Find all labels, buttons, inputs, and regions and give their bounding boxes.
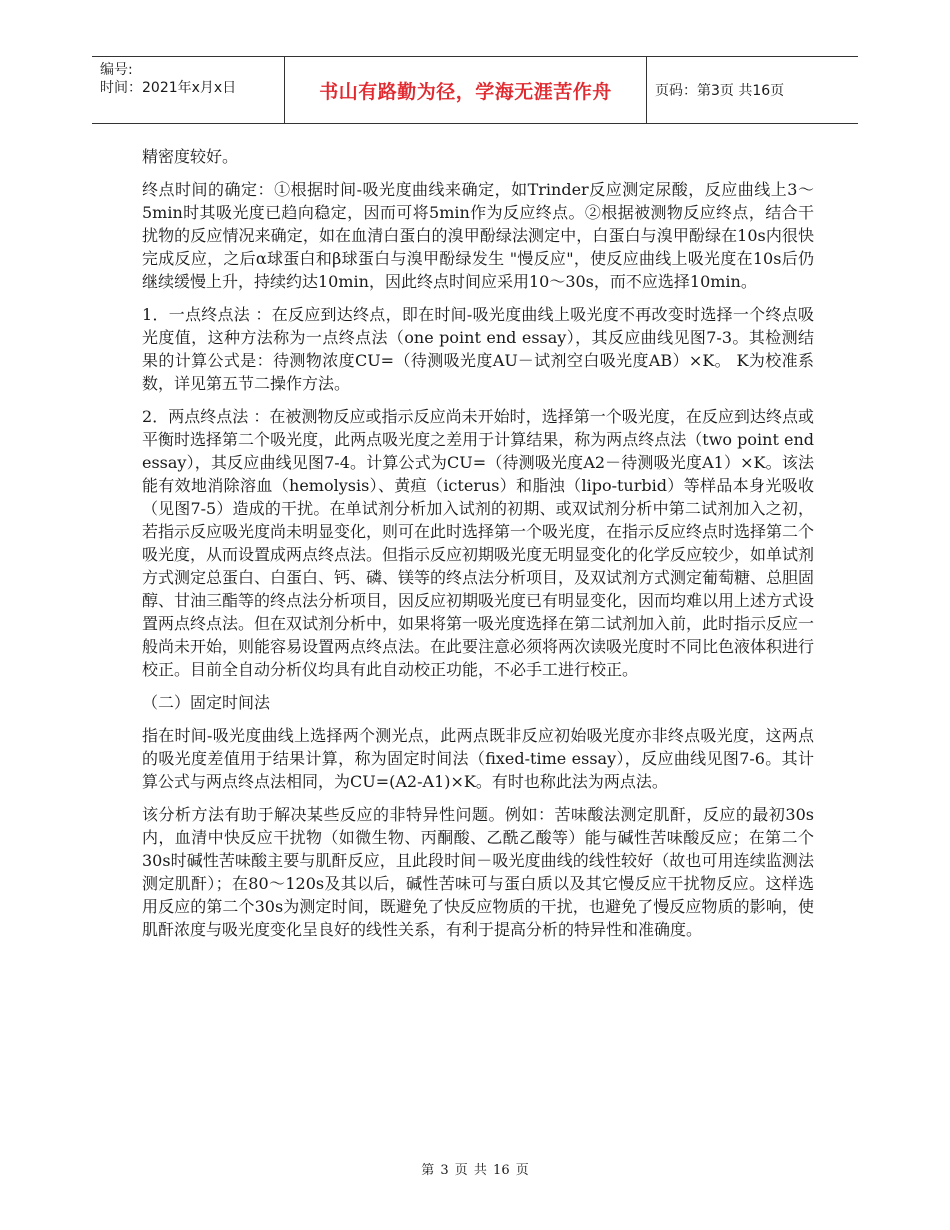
paragraph: 1．一点终点法 ：在反应到达终点，即在时间-吸光度曲线上吸光度不再改变时选择一个终点吸光度值，这种方法称为一点终点法（one point end essay），其反应曲线见图7-3。其检测结果的计算公式是：待测物浓度CU=（待测吸光度AU－试剂空白吸光度AB）×K。 K为校准系数，详见第五节二操作方法。 (142, 305, 814, 393)
section-heading: （二）固定时间法 (142, 693, 271, 712)
paragraph: 精密度较好。 (142, 147, 239, 166)
document-body (142, 145, 814, 951)
header-meta (92, 57, 285, 123)
paragraph: 终点时间的确定：①根据时间-吸光度曲线来确定，如Trinder反应测定尿酸，反应曲线上3～5min时其吸光度已趋向稳定，因而可将5min作为反应终点。②根据被测物反应终点，结合干扰物的反应情况来确定，如在血清白蛋白的溴甲酚绿法测定中，白蛋白与溴甲酚绿在10s内很快完成反应，之后α球蛋白和β球蛋白与溴甲酚绿发生 "慢反应"，使反应曲线上吸光度在10s后仍继续缓慢上升，持续约达10min，因此终点时间应采用10～30s，而不应选择10min。 (142, 180, 814, 291)
page-footer: 第 3 页 共 16 页 (421, 1163, 529, 1178)
document-time: 时间：2021年x月x日 (100, 80, 237, 96)
paragraph: 指在时间-吸光度曲线上选择两个测光点，此两点既非反应初始吸光度亦非终点吸光度，这两点的吸光度差值用于结果计算，称为固定时间法（fixed-time essay），反应曲线见图7-6。其计算公式与两点终点法相同，为CU=(A2-A1)×K。有时也称此法为两点法。 (142, 726, 814, 791)
header-page-info: 页码：第3页 共16页 (655, 83, 785, 99)
paragraph: 该分析方法有助于解决某些反应的非特异性问题。例如：苦味酸法测定肌酐，反应的最初30s内，血清中快反应干扰物（如微生物、丙酮酸、乙酰乙酸等）能与碱性苦味酸反应；在第二个30s时碱性苦味酸主要与肌酐反应，且此段时间－吸光度曲线的线性较好（故也可用连续监测法测定肌酐）；在80～120s及其以后，碱性苦味可与蛋白质以及其它慢反应干扰物反应。这样选用反应的第二个30s为测定时间，既避免了快反应物质的干扰，也避免了慢反应物质的影响，使肌酐浓度与吸光度变化呈良好的线性关系，有利于提高分析的特异性和准确度。 (142, 805, 814, 939)
header-motto: 书山有路勤为径，学海无涯苦作舟 (285, 57, 647, 123)
page-header (92, 56, 858, 124)
document-number-label: 编号: (100, 62, 133, 78)
paragraph: 2．两点终点法 ：在被测物反应或指示反应尚未开始时，选择第一个吸光度，在反应到达终点或平衡时选择第二个吸光度，此两点吸光度之差用于计算结果，称为两点终点法（two point end essay），其反应曲线见图7-4。计算公式为CU=（待测吸光度A2－待测吸光度A1）×K。该法能有效地消除溶血（hemolysis）、黄疸（icterus）和脂浊（lipo-turbid）等样品本身光吸收（见图7-5）造成的干扰。在单试剂分析加入试剂的初期、或双试剂分析中第二试剂加入之初，若指示反应吸光度尚未明显变化，则可在此时选择第一个吸光度，在指示反应终点时选择第二个吸光度，从而设置成两点终点法。但指示反应初期吸光度无明显变化的化学反应较少，如单试剂方式测定总蛋白、白蛋白、钙、磷、镁等的终点法分析项目，及双试剂方式测定葡萄糖、总胆固醇、甘油三酯等的终点法分析项目，因反应初期吸光度已有明显变化，因而均难以用上述方式设置两点终点法。但在双试剂分析中，如果将第一吸光度选择在第二试剂加入前，此时指示反应一般尚未开始，则能容易设置两点终点法。在此要注意必须将两次读吸光度时不同比色液体积进行校正。目前全自动分析仪均具有此自动校正功能，不必手工进行校正。 (142, 407, 815, 679)
